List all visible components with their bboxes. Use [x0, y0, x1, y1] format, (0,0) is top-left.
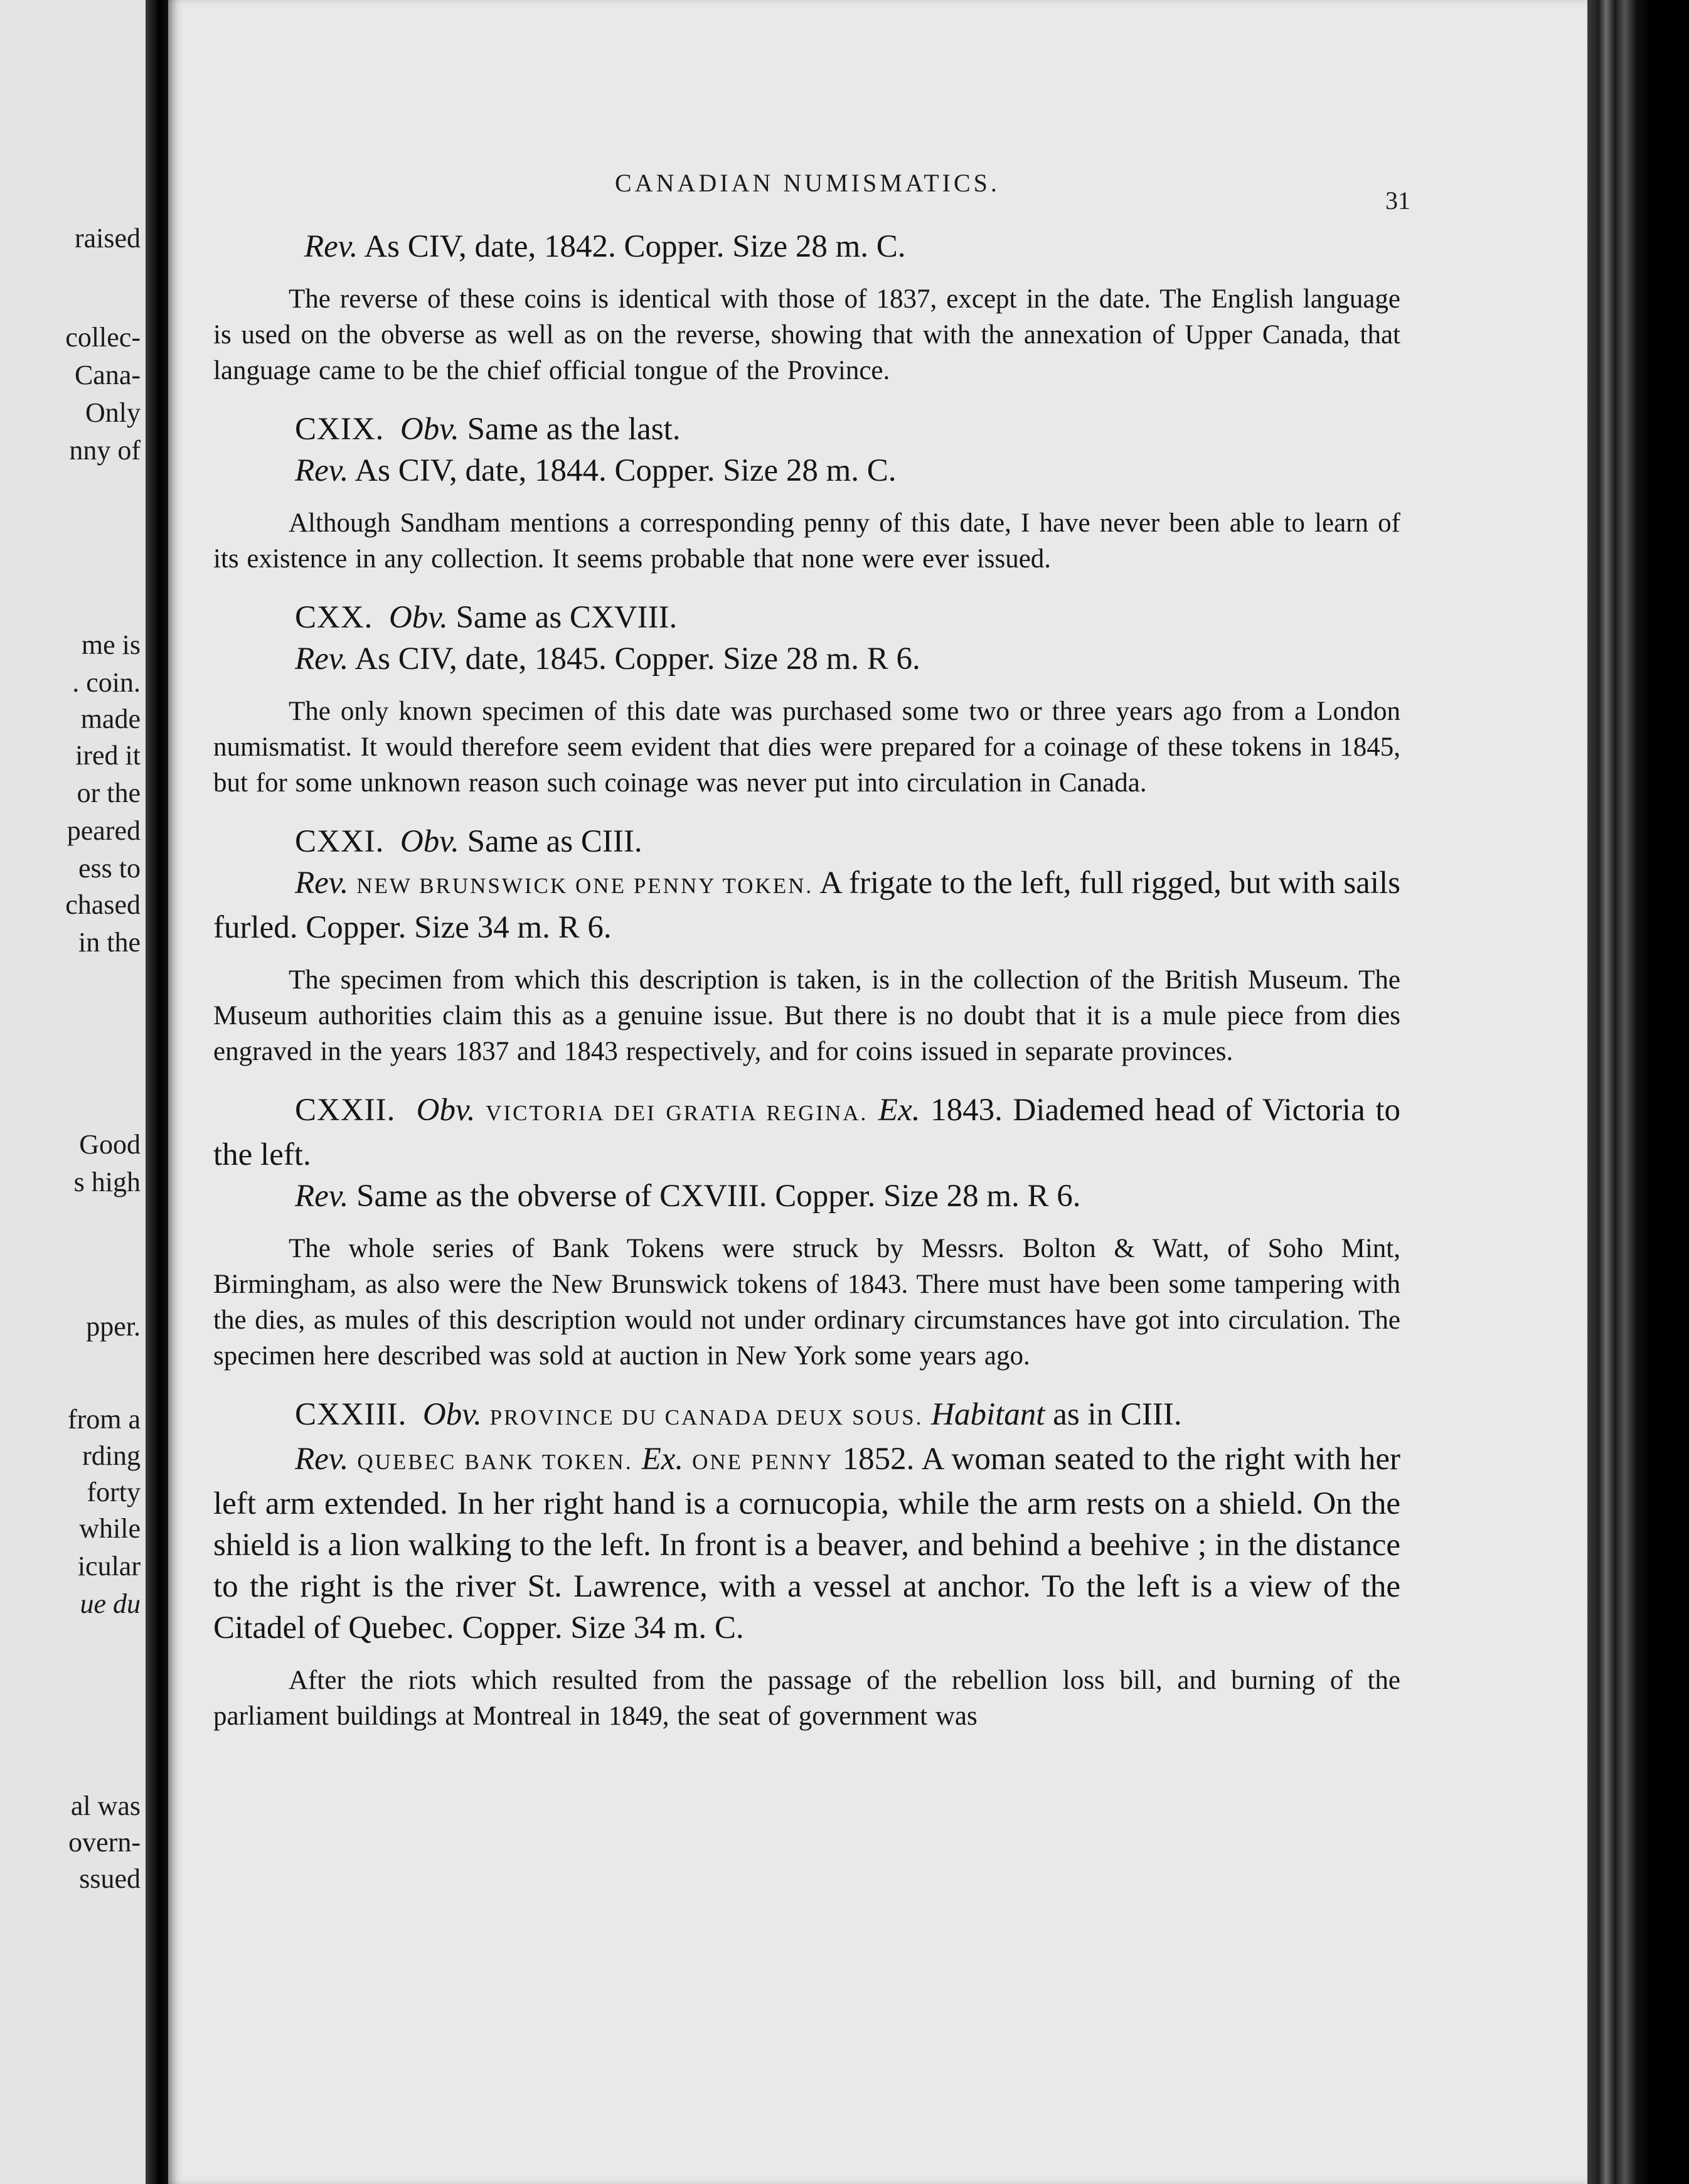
facing-page-fragment: al was: [70, 1791, 141, 1821]
page-edge-right: [1587, 0, 1689, 2184]
obv-label: Obv.: [400, 412, 459, 447]
facing-page-fragment: Only: [85, 397, 141, 428]
rev-description: As CIV, date, 1842. Copper. Size 28 m. C.: [364, 229, 906, 264]
ex-label: Ex.: [878, 1093, 920, 1128]
note-paragraph: The only known specimen of this date was purchased some two or three years ago from a London numismatist. It would therefore seem evident that dies were prepared for a coinage of these tokens in 1845, but for some unknown reason such coinage was never put into circulation in Canada.: [213, 697, 1400, 798]
note-paragraph: The whole series of Bank Tokens were struck by Messrs. Bolton & Watt, of Soho Mint, Birmingham, as also were the New Brunswick tokens of 1843. There must have been some tampering with the dies, as mules of this description would not under ordinary circumstances have got into circulation. The specimen here described was sold at auction in New York some years ago.: [213, 1234, 1400, 1371]
rev-description: As CIV, date, 1845. Copper. Size 28 m. R 6.: [354, 641, 920, 677]
entry-cxviii-reverse: [213, 226, 1400, 267]
facing-page-fragment: icular: [77, 1551, 141, 1582]
facing-page-fragment: or the: [77, 778, 141, 808]
obv-label: Obv.: [416, 1093, 476, 1128]
note-paragraph: The specimen from which this description is taken, is in the collection of the British Museum. The Museum authorities claim this as a genuine issue. But there is no doubt that it is a mule piece from dies engraved in the years 1837 and 1843 respectively, and for coins issued in separate provinces.: [213, 965, 1400, 1066]
facing-page-fragment: collec-: [65, 322, 141, 353]
obv-label: Obv.: [400, 824, 459, 859]
obv-description: as in CIII.: [1053, 1397, 1182, 1432]
rev-label: Rev.: [295, 865, 349, 901]
rev-description: A frigate to the left, full rigged, but with sails furled. Copper. Size 34 m. R 6.: [213, 865, 1401, 945]
entry-cxxi-obverse: [213, 821, 1400, 862]
entry-number: CXIX.: [295, 412, 385, 447]
facing-page-fragment: made: [80, 704, 141, 734]
entry-number: CXX.: [295, 600, 373, 635]
ex-label: Ex.: [641, 1442, 684, 1477]
rev-label: Rev.: [295, 1179, 349, 1214]
facing-page-fragment: from a: [67, 1404, 141, 1435]
entry-number: CXXI.: [295, 824, 385, 859]
page-number: 31: [1385, 186, 1410, 215]
facing-page-fragment: ssued: [79, 1863, 141, 1894]
rev-description: 1852. A woman seated to the right with her left arm extended. In her right hand is a cornucopia, while the arm rests on a shield. On the shield is a lion walking to the left. In front is a beaver, and behind a beehive ; in the distance to the right is the river St. Lawrence, with a vessel at anchor. To the left is a view of the Citadel of Quebec. Copper. Size 34 m. C.: [213, 1442, 1401, 1646]
facing-page-fragment: chased: [65, 889, 141, 920]
exergue-legend: ONE PENNY: [692, 1450, 834, 1474]
entry-cxxiii-obverse: [213, 1394, 1400, 1438]
rev-label: Rev.: [304, 229, 358, 264]
legend: VICTORIA DEI GRATIA REGINA.: [486, 1101, 868, 1125]
facing-page-fragment: ess to: [78, 853, 141, 884]
facing-page-fragment: Good: [79, 1129, 141, 1160]
book-gutter: [146, 0, 168, 2184]
rev-description: Same as the obverse of CXVIII. Copper. Size 28 m. R 6.: [356, 1179, 1081, 1214]
rev-label: Rev.: [295, 453, 349, 488]
legend: NEW BRUNSWICK ONE PENNY TOKEN.: [356, 874, 814, 898]
entry-cxxii-reverse: [213, 1175, 1400, 1217]
facing-page-fragment: in the: [78, 927, 141, 958]
facing-page-fragment: ired it: [75, 740, 141, 771]
rev-label: Rev.: [295, 641, 349, 677]
facing-page-fragment: overn-: [68, 1827, 141, 1858]
running-head: CANADIAN NUMISMATICS.: [615, 169, 1000, 197]
entry-cxx-reverse: [213, 638, 1400, 680]
facing-page-left: [0, 0, 146, 2184]
facing-page-fragment: ue du: [80, 1588, 141, 1619]
note-paragraph: The reverse of these coins is identical with those of 1837, except in the date. The English language is used on the obverse as well as on the reverse, showing that with the annexation of Upper Canada, that language came to be the chief official tongue of the Province.: [213, 284, 1400, 385]
obv-description: Same as CXVIII.: [456, 600, 678, 635]
note-paragraph: After the riots which resulted from the passage of the rebellion loss bill, and burning of the parliament buildings at Montreal in 1849, the seat of government was: [213, 1666, 1400, 1731]
facing-page-fragment: raised: [74, 223, 141, 254]
obv-label: Obv.: [388, 600, 448, 635]
facing-page-fragment: pper.: [86, 1311, 141, 1342]
entry-cxxii-obverse: [213, 1089, 1400, 1175]
facing-page-fragment: forty: [87, 1477, 141, 1507]
entry-cxxi-reverse: [213, 862, 1400, 948]
obv-description: 1843. Diademed head of Victoria to the left.: [213, 1093, 1400, 1172]
entry-number: CXXIII.: [295, 1397, 407, 1432]
entry-cxix-reverse: [213, 450, 1400, 491]
page-body: [213, 226, 1400, 1754]
entry-cxx-obverse: [213, 597, 1400, 638]
obv-description: Same as CIII.: [467, 824, 642, 859]
legend: PROVINCE DU CANADA DEUX SOUS.: [489, 1405, 924, 1430]
habitant-label: Habitant: [931, 1397, 1045, 1432]
obv-description: Same as the last.: [467, 412, 681, 447]
facing-page-fragment: nny of: [69, 435, 141, 466]
rev-label: Rev.: [295, 1442, 349, 1477]
facing-page-fragment: Cana-: [74, 360, 141, 390]
facing-page-fragment: . coin.: [72, 667, 141, 698]
facing-page-fragment: me is: [81, 629, 141, 660]
obv-label: Obv.: [422, 1397, 482, 1432]
entry-cxxiii-reverse: [213, 1438, 1400, 1649]
legend: QUEBEC BANK TOKEN.: [357, 1450, 633, 1474]
entry-number: CXXII.: [295, 1093, 396, 1128]
facing-page-fragment: s high: [73, 1167, 141, 1197]
facing-page-fragment: peared: [67, 815, 141, 846]
entry-cxix-obverse: [213, 409, 1400, 450]
rev-description: As CIV, date, 1844. Copper. Size 28 m. C.: [354, 453, 897, 488]
facing-page-fragment: while: [79, 1513, 141, 1544]
note-paragraph: Although Sandham mentions a corresponding penny of this date, I have never been able to learn of its existence in any collection. It seems probable that none were ever issued.: [213, 508, 1400, 574]
facing-page-fragment: rding: [82, 1440, 141, 1471]
